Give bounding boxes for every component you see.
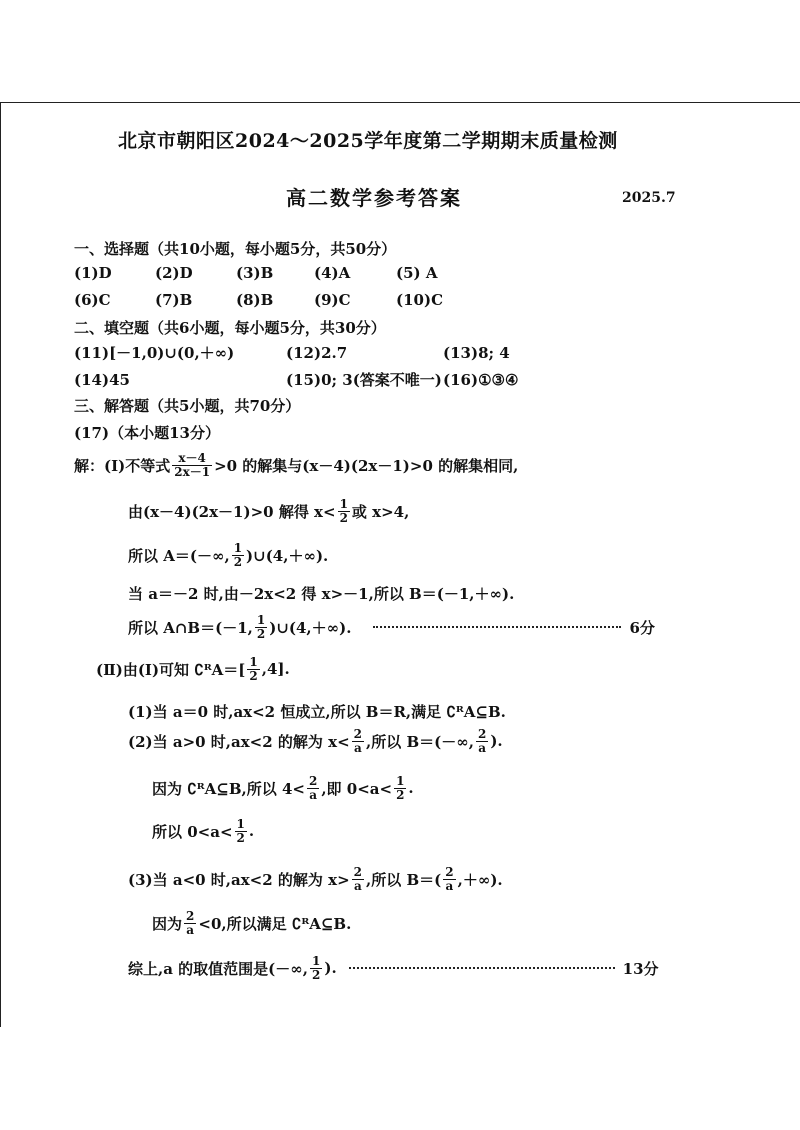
numerator: 2 [308, 774, 318, 788]
denominator: 2 [339, 510, 348, 525]
fraction [172, 452, 212, 478]
fraction [232, 542, 244, 568]
text: ). [324, 959, 337, 978]
answer-item: (16)①③④ [443, 371, 519, 389]
solution-line-11 [128, 866, 503, 892]
fraction [307, 775, 319, 801]
text: 综上,a 的取值范围是(－∞, [128, 959, 308, 978]
text: )∪(4,＋∞). [246, 546, 329, 565]
text: . [248, 822, 255, 841]
solution-line-1 [74, 452, 518, 478]
denominator: 2 [396, 787, 405, 802]
section-heading-fill: 二、填空题（共6小题，每小题5分，共30分） [74, 319, 386, 337]
fraction [310, 955, 322, 981]
solution-line-10 [152, 818, 254, 844]
solution-line-3 [128, 542, 328, 568]
text: ). [490, 732, 503, 751]
text: (2)当 a>0 时,ax<2 的解为 x< [128, 732, 350, 751]
solution-line-12 [152, 910, 351, 936]
text: <0,所以满足 ∁ᴿA⊆B. [198, 914, 352, 933]
answer-item: (5) A [396, 264, 438, 282]
numerator: 1 [396, 774, 405, 788]
text: 因为 ∁ᴿA⊆B,所以 4< [152, 779, 305, 798]
denominator: 2 [256, 626, 266, 641]
text: 所以 A∩B＝(－1, [128, 618, 253, 637]
numerator: 2 [353, 727, 363, 741]
answer-item: (6)C [74, 291, 111, 309]
page-border-top [0, 102, 800, 103]
answer-item: (14)45 [74, 371, 130, 389]
answer-item: (8)B [236, 291, 274, 309]
solution-line-9 [152, 775, 414, 801]
dot-leader [373, 626, 621, 628]
text: 因为 [152, 914, 183, 933]
numerator: 2 [477, 727, 487, 741]
text: (1)当 a＝0 时,ax<2 恒成立,所以 B＝R,满足 ∁ᴿA⊆B. [128, 703, 506, 721]
score-label: 6分 [629, 618, 655, 637]
text: ,＋∞). [457, 870, 503, 889]
answer-item: (9)C [314, 291, 351, 309]
fraction [394, 775, 406, 801]
text: 当 a＝－2 时,由－2x<2 得 x>－1,所以 B＝(－1,＋∞). [128, 585, 515, 603]
answer-item: (15)0; 3(答案不唯一) [286, 371, 442, 389]
denominator: 2 [233, 554, 243, 569]
answer-item: (4)A [314, 264, 351, 282]
score-label: 13分 [622, 959, 659, 978]
text: )∪(4,＋∞). [269, 618, 352, 637]
numerator: 1 [339, 497, 348, 511]
question-17-heading: (17)（本小题13分） [74, 424, 220, 442]
answer-item: (10)C [396, 291, 444, 309]
denominator: a [309, 787, 318, 802]
fraction [255, 614, 267, 640]
text: 所以 A＝(－∞, [128, 546, 230, 565]
numerator: 2 [353, 865, 363, 879]
solution-line-5 [128, 614, 655, 640]
numerator: 1 [256, 613, 266, 627]
denominator: a [445, 878, 454, 893]
fraction [235, 818, 247, 844]
denominator: 2x－1 [174, 464, 211, 479]
numerator: x－4 [172, 452, 212, 466]
numerator: 1 [249, 655, 258, 669]
numerator: 2 [445, 865, 454, 879]
answer-item: (7)B [155, 291, 193, 309]
text: ,即 0<a< [321, 779, 393, 798]
fraction [352, 728, 364, 754]
text: 解：(Ⅰ)不等式 [74, 456, 171, 475]
text: (Ⅱ)由(Ⅰ)可知 ∁ᴿA＝[ [96, 660, 246, 679]
solution-line-7 [128, 701, 506, 722]
text: ,4]. [261, 660, 290, 679]
fraction [352, 866, 364, 892]
text: 或 x>4, [351, 502, 410, 521]
text: ,所以 B＝( [366, 870, 442, 889]
solution-line-2 [128, 498, 409, 524]
dot-leader [349, 967, 615, 969]
solution-line-4 [128, 583, 514, 604]
fraction [247, 656, 259, 682]
text: 所以 0<a< [152, 822, 233, 841]
fraction [184, 910, 196, 936]
text: . [408, 779, 414, 798]
solution-line-13 [128, 955, 659, 981]
solution-line-8 [128, 728, 503, 754]
denominator: 2 [249, 668, 258, 683]
fraction [443, 866, 455, 892]
denominator: a [186, 922, 195, 937]
fraction [338, 498, 350, 524]
numerator: 1 [236, 817, 245, 831]
section-heading-choice: 一、选择题（共10小题，每小题5分，共50分） [74, 240, 397, 258]
denominator: a [353, 740, 362, 755]
answer-item: (3)B [236, 264, 274, 282]
denominator: a [478, 740, 487, 755]
numerator: 1 [233, 541, 243, 555]
answer-item: (11)[－1,0)∪(0,＋∞) [74, 344, 235, 362]
denominator: 2 [311, 967, 321, 982]
solution-line-6 [96, 656, 290, 682]
text: >0 的解集与(x－4)(2x－1)>0 的解集相同, [214, 456, 519, 475]
denominator: a [353, 878, 362, 893]
section-heading-solve: 三、解答题（共5小题，共70分） [74, 397, 301, 415]
answer-item: (1)D [74, 264, 112, 282]
page-border-left [0, 102, 1, 1027]
fraction [476, 728, 488, 754]
text: (3)当 a<0 时,ax<2 的解为 x> [128, 870, 350, 889]
exam-title: 北京市朝阳区2024～2025学年度第二学期期末质量检测 [118, 130, 618, 152]
answer-item: (12)2.7 [286, 344, 348, 362]
answer-item: (2)D [155, 264, 193, 282]
date-label: 2025.7 [622, 190, 676, 206]
page-title: 高二数学参考答案 [286, 186, 462, 210]
numerator: 2 [186, 909, 195, 923]
answer-item: (13)8; 4 [443, 344, 510, 362]
numerator: 1 [311, 954, 321, 968]
text: 由(x－4)(2x－1)>0 解得 x< [128, 502, 336, 521]
text: ,所以 B＝(－∞, [366, 732, 474, 751]
denominator: 2 [236, 830, 245, 845]
